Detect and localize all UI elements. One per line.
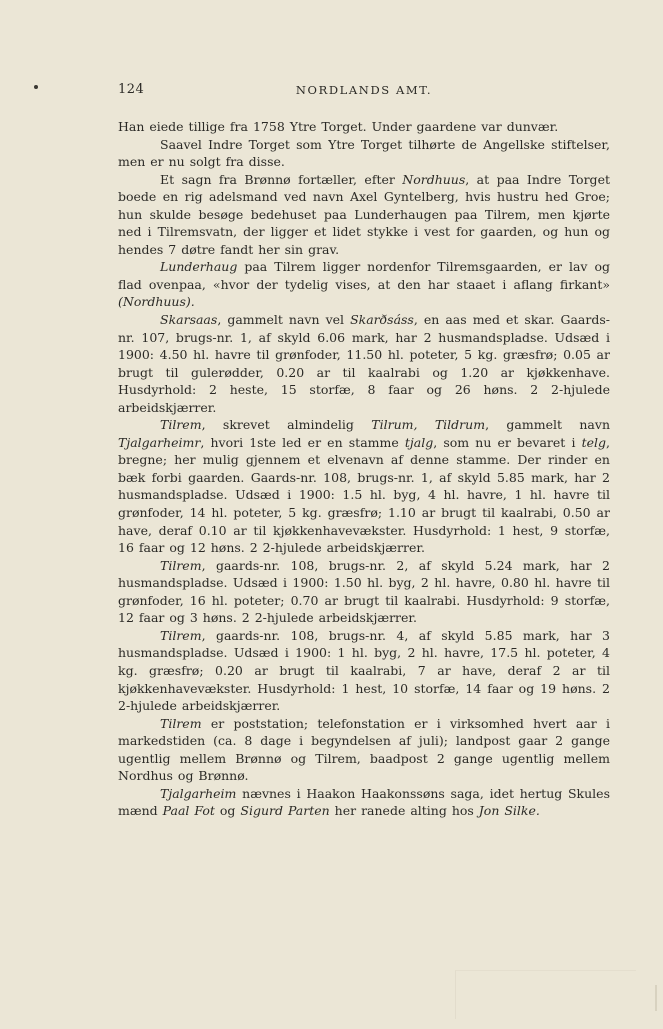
italic-text: telg bbox=[581, 434, 607, 450]
paragraph bbox=[118, 785, 610, 820]
italic-text: Nordhuus bbox=[402, 171, 466, 187]
text-run: Han eiede tillige fra 1758 Ytre Torget. Under gaardene var dunvær. bbox=[118, 119, 559, 134]
text-run: paa Tilrem ligger nordenfor Tilremsgaarden, er lav og flad ovenpaa, «hvor der tydelig vises, at den har staaet i aflang firkant» bbox=[118, 259, 610, 292]
italic-text: Paal Fot bbox=[162, 803, 215, 819]
italic-text: Tilrem bbox=[160, 417, 202, 433]
italic-text: Tjalgarheim bbox=[160, 785, 237, 801]
italic-text: Lunderhaug bbox=[160, 259, 238, 275]
italic-text: Skarðsáss bbox=[350, 312, 414, 328]
page-number: 124 bbox=[118, 82, 145, 97]
page-edge-mark bbox=[655, 985, 657, 1011]
text-run: , bregne; her mulig gjennem et elvenavn af denne stamme. Der rinder en bæk forbi gaarden. Gaards-nr. 108, brugs-nr. 1, af skyld 5.85 mark, har 2 husmandspladse. Udsæd i 1900: 1.5 hl. byg, 4 hl. havre, 1 hl. havre til grønfoder, 14 hl. poteter, 5 kg. græsfrø; 1.10 ar brugt til kaalrabi, 0.50 ar have, deraf 0.10 ar til kjøkkenhavevækster. Husdyrhold: 1 hest, 9 storfæ, 16 faar og 12 høns. 2 2-hjulede arbeidskjærrer. bbox=[118, 434, 610, 556]
paragraph bbox=[118, 416, 610, 556]
italic-text: Tilrem bbox=[160, 557, 202, 573]
text-run: her ranede alting hos bbox=[329, 803, 479, 819]
italic-text: Tilrum, Tildrum bbox=[371, 417, 486, 433]
italic-text: Tilrem bbox=[160, 715, 202, 731]
text-run: er poststation; telefonstation er i virksomhed hvert aar i markedstiden (ca. 8 dage i begyndelsen af juli); landpost gaar 2 gange ugentlig mellem Brønnø og Tilrem, baadpost 2 gange ugentlig mellem Nordhus og Brønnø. bbox=[118, 715, 610, 784]
italic-text: tjalg bbox=[404, 434, 434, 450]
text-run: , gaards-nr. 108, brugs-nr. 2, af skyld 5.24 mark, har 2 husmandspladse. Udsæd i 1900: 1.50 hl. byg, 2 hl. havre, 0.80 hl. havre til grønfoder, 16 hl. poteter; 0.70 ar brugt til kaalrabi. Husdyrhold: 9 storfæ, 12 faar og 3 høns. 2 2-hjulede arbeidskjærrer. bbox=[118, 557, 610, 626]
running-head: NORDLANDS AMT. bbox=[295, 83, 433, 97]
text-run: , skrevet almindelig bbox=[201, 417, 372, 433]
paragraph bbox=[118, 171, 610, 259]
text-run: , en aas med et skar. Gaards-nr. 107, brugs-nr. 1, af skyld 6.06 mark, har 2 husmandspladse. Udsæd i 1900: 4.50 hl. havre til grønfoder, 11.50 hl. poteter, 5 kg. græsfrø; 0.05 ar brugt til gulerødder, 0.20 ar til kaalrabi og 1.20 ar kjøkkenhave. Husdyrhold: 2 heste, 15 storfæ, 8 faar og 26 høns. 2 2-hjulede arbeidskjærrer. bbox=[118, 312, 610, 415]
text-run: nævnes i Haakon Haakonssøns saga, idet hertug Skules mænd bbox=[118, 785, 610, 819]
text-run: , gaards-nr. 108, brugs-nr. 4, af skyld 5.85 mark, har 3 husmandspladse. Udsæd i 1900: 1 hl. byg, 2 hl. havre, 17.5 hl. poteter, 4 kg. græsfrø; 0.20 ar brugt til kaalrabi, 7 ar have, deraf 2 ar til kjøkkenhavevækster. Husdyrhold: 1 hest, 10 storfæ, 14 faar og 19 høns. 2 2-hjulede arbeidskjærrer. bbox=[118, 627, 610, 714]
paragraph bbox=[118, 627, 610, 715]
text-run: , gammelt navn bbox=[485, 417, 610, 433]
page-corner-mark bbox=[455, 970, 636, 1019]
body-text bbox=[118, 118, 610, 820]
italic-text: Tilrem bbox=[160, 627, 202, 643]
italic-text: Jon Silke. bbox=[478, 803, 540, 819]
text-run: og bbox=[214, 803, 241, 819]
text-run: , hvori 1ste led er en stamme bbox=[200, 434, 405, 450]
page-header bbox=[118, 82, 610, 100]
italic-text: Skarsaas bbox=[160, 312, 218, 328]
text-run: , at paa Indre Torget boede en rig adelsmand ved navn Axel Gyntelberg, hvis hustru hed Groe; hun skulde besøge bedehuset paa Lunderhaugen paa Tilrem, men kjørte ned i Tilremsvatn, der ligger et lidet stykke i vest for gaarden, og hun og hendes 7 døtre fandt her sin grav. bbox=[118, 171, 610, 257]
text-run: , gammelt navn vel bbox=[217, 312, 351, 328]
margin-dot bbox=[34, 85, 38, 89]
text-run: Saavel Indre Torget som Ytre Torget tilhørte de Angellske stiftelser, men er nu solgt fra disse. bbox=[118, 136, 610, 170]
italic-text: (Nordhuus). bbox=[118, 294, 195, 310]
paragraph bbox=[118, 136, 610, 171]
paragraph bbox=[118, 311, 610, 416]
text-run: Et sagn fra Brønnø fortæller, efter bbox=[160, 171, 403, 187]
paragraph bbox=[118, 118, 610, 136]
italic-text: Sigurd Parten bbox=[240, 803, 330, 819]
paragraph bbox=[118, 715, 610, 785]
italic-text: Tjalgarheimr bbox=[118, 434, 201, 450]
text-run: , som nu er bevaret i bbox=[433, 434, 582, 450]
paragraph bbox=[118, 557, 610, 627]
paragraph bbox=[118, 258, 610, 311]
